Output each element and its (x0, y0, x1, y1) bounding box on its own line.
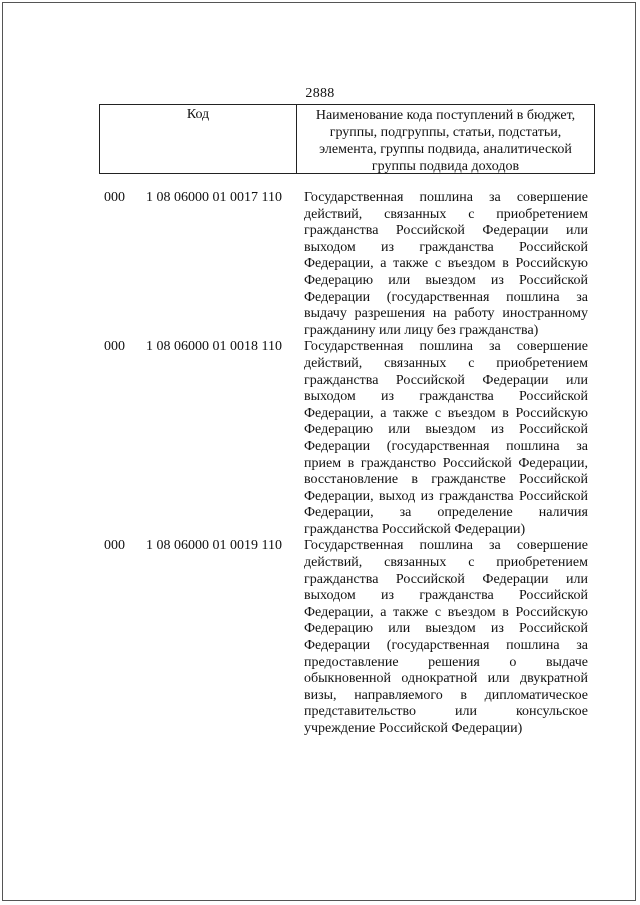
table-header (99, 104, 595, 174)
row-description: Государственная пошлина за совершение действий, связанных с приобретением гражданства Российской Федерации или выходом из гражданства Российской Федерации, а также с въездом в Российскую Федерацию или выездом из Российской Федерации (государственная пошлина за прием в гражданство Российской Федерации, восстановление в гражданстве Российской Федерации, выход из гражданства Российской Федерации, за определение наличия гражданства Российской Федерации) (304, 339, 588, 537)
row-admin-code: 000 (104, 538, 125, 554)
header-name-label: Наименование кода поступлений в бюджет, группы, подгруппы, статьи, подстатьи, элемента, группы подвида, аналитической группы подвида доходов (315, 108, 576, 174)
row-budget-code: 1 08 06000 01 0019 110 (146, 538, 282, 554)
row-description: Государственная пошлина за совершение действий, связанных с приобретением гражданства Российской Федерации или выходом из гражданства Российской Федерации, а также с въездом в Российскую Федерацию или выездом из Российской Федерации (государственная пошлина за выдачу разрешения на работу иностранному гражданину или лицу без гражданства) (304, 190, 588, 338)
table-row (0, 538, 640, 737)
table-row (0, 339, 640, 538)
row-admin-code: 000 (104, 190, 125, 205)
header-code-label: Код (100, 105, 297, 173)
row-description: Государственная пошлина за совершение действий, связанных с приобретением гражданства Российской Федерации или выходом из гражданства Российской Федерации, а также с въездом в Российскую Федерацию или выездом из Российской Федерации (государственная пошлина за предоставление решения о выдаче обыкновенной однократной или двукратной визы, направляемого в дипломатическое представительство или консульское учреждение Российской Федерации) (304, 538, 588, 736)
row-admin-code: 000 (104, 339, 125, 355)
row-budget-code: 1 08 06000 01 0017 110 (146, 190, 282, 205)
table-body (0, 190, 640, 738)
table-row (0, 190, 640, 339)
page-number: 2888 (305, 86, 335, 101)
row-budget-code: 1 08 06000 01 0018 110 (146, 339, 282, 355)
